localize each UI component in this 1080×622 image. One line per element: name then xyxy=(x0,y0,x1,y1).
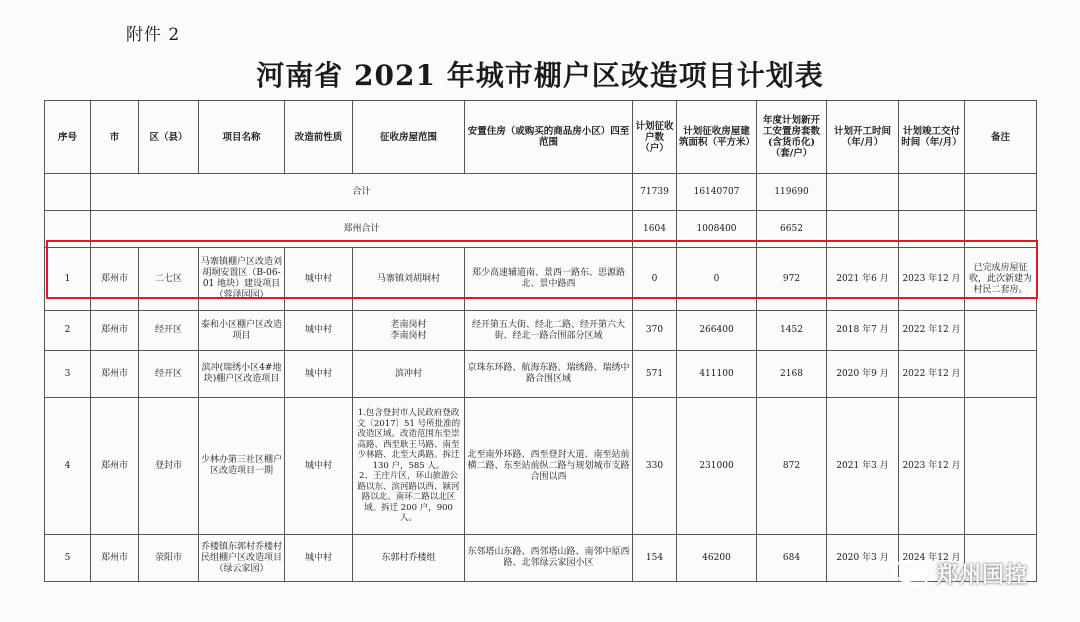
header-row xyxy=(45,101,1037,174)
total-empty xyxy=(45,174,91,211)
zz-note xyxy=(965,211,1037,248)
cell-nature: 城中村 xyxy=(285,535,353,582)
header-scope: 征收房屋范围 xyxy=(353,101,465,174)
cell-scope: 1.包含登封市人民政府登政文〔2017〕51 号所批准的改造区域。改造范围东至崇高路、西至耿王马路、南至少林路、北至大禹路。拆迁130 户，585 人。 2、王庄片区，环山旅游公路以东、滨河路以西、颍河路以北、南环二路以北区域。拆迁 200 户，900 人。 xyxy=(353,398,465,535)
cell-households: 154 xyxy=(633,535,677,582)
cell-units: 1452 xyxy=(757,311,827,351)
cell-area: 46200 xyxy=(677,535,757,582)
zz-households: 1604 xyxy=(633,211,677,248)
zz-finish xyxy=(899,211,965,248)
cell-resettle: 京珠东环路、航海东路、瑞绣路、瑞绣中路合围区域 xyxy=(465,351,633,398)
total-area: 16140707 xyxy=(677,174,757,211)
header-start: 计划开工时间（年/月） xyxy=(827,101,899,174)
cell-city: 郑州市 xyxy=(91,311,139,351)
header-households: 计划征收户数（户） xyxy=(633,101,677,174)
header-resettle: 安置住房（或购买的商品房小区）四至范围 xyxy=(465,101,633,174)
cell-city: 郑州市 xyxy=(91,398,139,535)
document-title: 河南省 2021 年城市棚户区改造项目计划表 xyxy=(256,59,824,92)
cell-resettle: 经开第五大街、经北二路、经开第六大街、经北一路合围部分区域 xyxy=(465,311,633,351)
cell-finish: 2022 年12 月 xyxy=(899,351,965,398)
cell-finish: 2023 年12 月 xyxy=(899,398,965,535)
cell-scope: 东郭村乔楼组 xyxy=(353,535,465,582)
cell-district: 登封市 xyxy=(139,398,199,535)
zhengzhou-total-label: 郑州合计 xyxy=(91,211,633,248)
cell-units: 2168 xyxy=(757,351,827,398)
cell-area: 231000 xyxy=(677,398,757,535)
cell-project-name: 马寨镇棚户区改造刘胡垌安置区（B-06-01 地块）建设项目（蓉泽园园） xyxy=(199,248,285,311)
cell-project-name: 滨冲(瑞绣小区4#地块)棚户区改造项目 xyxy=(199,351,285,398)
cell-area: 411100 xyxy=(677,351,757,398)
zz-empty xyxy=(45,211,91,248)
cell-start: 2021 年3 月 xyxy=(827,398,899,535)
cell-resettle: 北至南外环路、西至登封大道、南至站前横二路、东至站前纵二路与规划城市支路合围以西 xyxy=(465,398,633,535)
cell-seq: 4 xyxy=(45,398,91,535)
cell-note: 已完成房屋征收，此次新建为村民二套房。 xyxy=(965,248,1037,311)
header-project-name: 项目名称 xyxy=(199,101,285,174)
cell-project-name: 泰和小区棚户区改造项目 xyxy=(199,311,285,351)
cell-nature: 城中村 xyxy=(285,311,353,351)
cell-scope: 老南岗村 李南岗村 xyxy=(353,311,465,351)
cell-area: 0 xyxy=(677,248,757,311)
cell-seq: 1 xyxy=(45,248,91,311)
attachment-label: 附件 2 xyxy=(126,25,181,45)
table-row xyxy=(45,311,1037,351)
cell-district: 荥阳市 xyxy=(139,535,199,582)
header-district: 区（县） xyxy=(139,101,199,174)
cell-district: 经开区 xyxy=(139,351,199,398)
cell-note xyxy=(965,351,1037,398)
table-row xyxy=(45,248,1037,311)
watermark xyxy=(892,558,1028,589)
zz-units: 6652 xyxy=(757,211,827,248)
header-seq: 序号 xyxy=(45,101,91,174)
cell-finish: 2022 年12 月 xyxy=(899,311,965,351)
cell-households: 330 xyxy=(633,398,677,535)
cell-households: 571 xyxy=(633,351,677,398)
cell-resettle: 郑少高速辅道南、景西一路东、思源路北、景中路西 xyxy=(465,248,633,311)
table-row xyxy=(45,351,1037,398)
total-row xyxy=(45,174,1037,211)
cell-start: 2020 年3 月 xyxy=(827,535,899,582)
total-start xyxy=(827,174,899,211)
cell-units: 872 xyxy=(757,398,827,535)
cell-nature: 城中村 xyxy=(285,351,353,398)
zz-area: 1008400 xyxy=(677,211,757,248)
cell-finish: 2024 年12 月 xyxy=(899,535,965,582)
project-plan-table xyxy=(44,100,1037,582)
cell-start: 2020 年9 月 xyxy=(827,351,899,398)
total-label: 合计 xyxy=(91,174,633,211)
cell-units: 972 xyxy=(757,248,827,311)
cell-city: 郑州市 xyxy=(91,535,139,582)
table-row xyxy=(45,398,1037,535)
cell-project-name: 少林办第三社区棚户区改造项目一期 xyxy=(199,398,285,535)
cell-project-name: 乔楼镇东郭村乔楼村民组棚户区改造项目（绿云家园） xyxy=(199,535,285,582)
cell-scope: 马寨镇刘胡垌村 xyxy=(353,248,465,311)
header-finish: 计划竣工交付时间（年/月） xyxy=(899,101,965,174)
cell-finish: 2023 年12 月 xyxy=(899,248,965,311)
total-finish xyxy=(899,174,965,211)
header-note: 备注 xyxy=(965,101,1037,174)
cell-city: 郑州市 xyxy=(91,351,139,398)
cell-note xyxy=(965,398,1037,535)
cell-households: 0 xyxy=(633,248,677,311)
header-nature: 改造前性质 xyxy=(285,101,353,174)
cell-start: 2021 年6 月 xyxy=(827,248,899,311)
cell-start: 2018 年7 月 xyxy=(827,311,899,351)
cell-district: 经开区 xyxy=(139,311,199,351)
cell-nature: 城中村 xyxy=(285,398,353,535)
zhengzhou-total-row xyxy=(45,211,1037,248)
cell-units: 684 xyxy=(757,535,827,582)
cell-seq: 5 xyxy=(45,535,91,582)
cell-seq: 3 xyxy=(45,351,91,398)
total-note xyxy=(965,174,1037,211)
zz-start xyxy=(827,211,899,248)
cell-households: 370 xyxy=(633,311,677,351)
wechat-icon xyxy=(892,559,930,589)
header-new-units: 年度计划新开工安置房套数(含货币化)（套/户） xyxy=(757,101,827,174)
cell-nature: 城中村 xyxy=(285,248,353,311)
cell-area: 266400 xyxy=(677,311,757,351)
cell-seq: 2 xyxy=(45,311,91,351)
table-row xyxy=(45,535,1037,582)
total-households: 71739 xyxy=(633,174,677,211)
header-area: 计划征收房屋建筑面积（平方米） xyxy=(677,101,757,174)
cell-city: 郑州市 xyxy=(91,248,139,311)
watermark-text: 郑州国控 xyxy=(936,563,1029,588)
total-units: 119690 xyxy=(757,174,827,211)
header-city: 市 xyxy=(91,101,139,174)
cell-resettle: 东邻塔山东路、西邻塔山路、南邻中原西路、北邻绿云家园小区 xyxy=(465,535,633,582)
cell-note xyxy=(965,311,1037,351)
cell-district: 二七区 xyxy=(139,248,199,311)
cell-scope: 滨冲村 xyxy=(353,351,465,398)
